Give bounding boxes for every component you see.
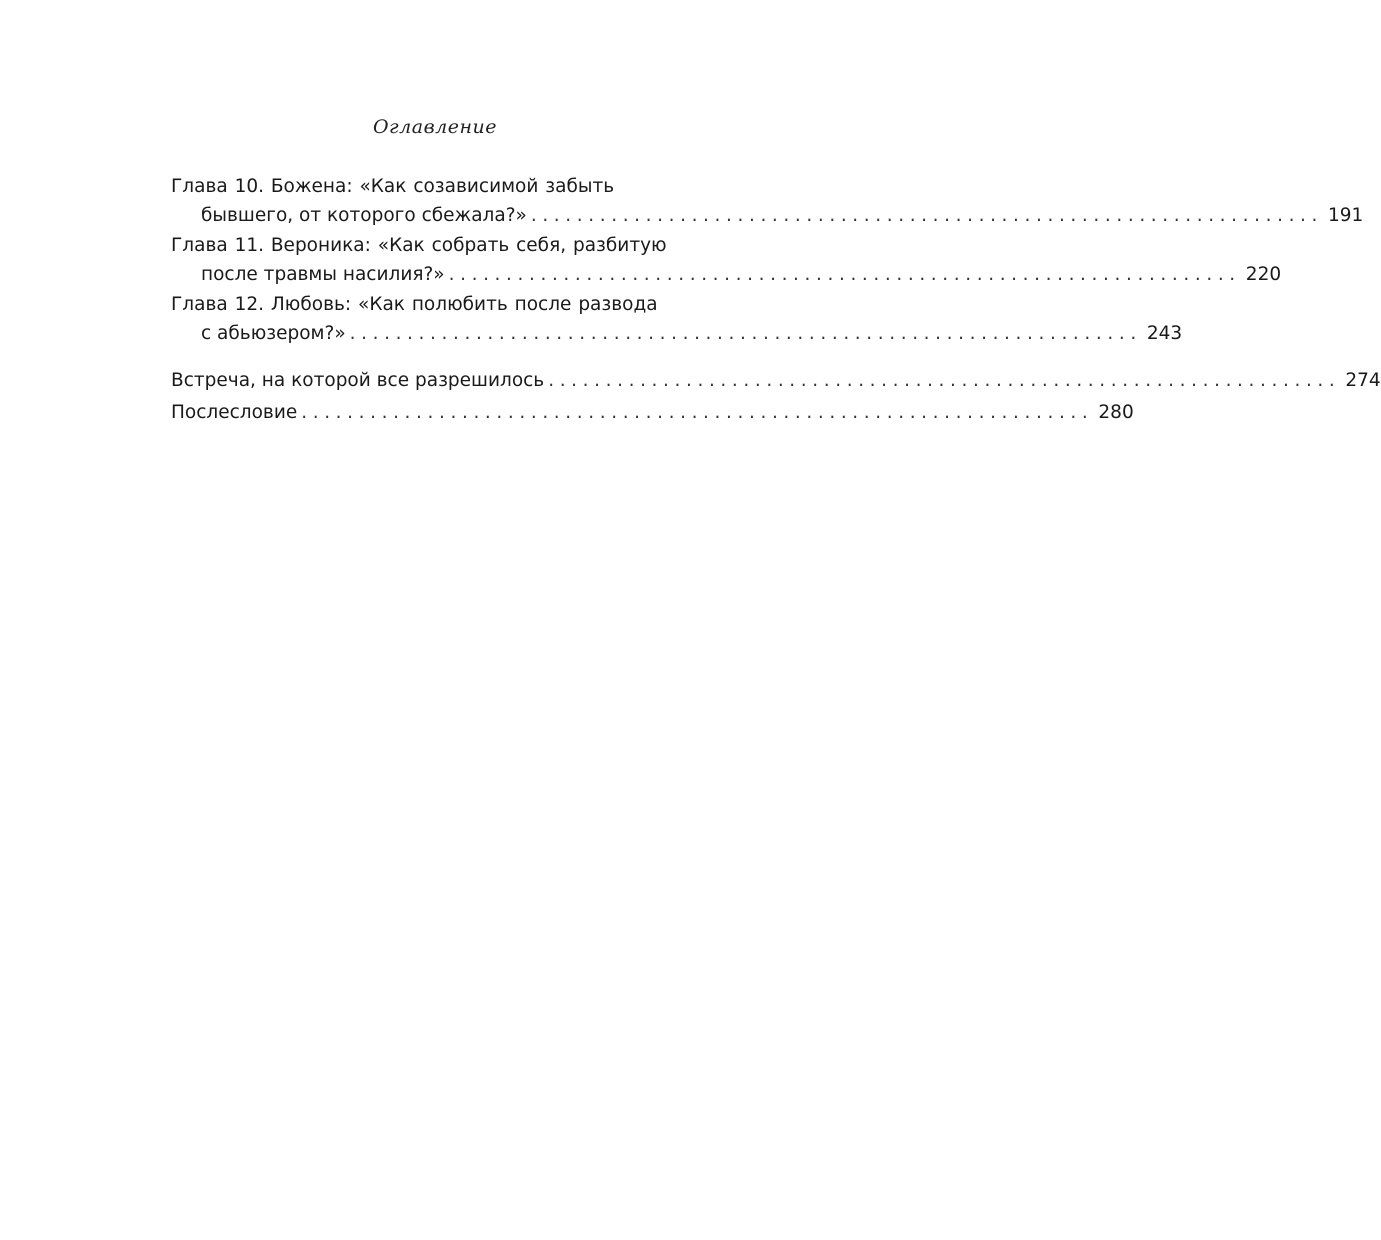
dot-leader: ..................................................................... [530, 205, 1324, 226]
toc-entry-title: Встреча, на которой все разрешилось [171, 370, 545, 391]
toc-entry-leader-line [171, 260, 1282, 289]
toc-entry-title: Глава 12. Любовь: «Как полюбить после развода [171, 294, 658, 315]
toc-entry-title: Глава 11. Вероника: «Как собрать себя, разбитую [171, 235, 667, 256]
toc-entry-title: Послесловие [171, 402, 298, 423]
page-number: 191 [1328, 205, 1364, 226]
toc-entry-subtitle: с абьюзером?» [201, 323, 346, 344]
toc-list [171, 172, 1381, 430]
dot-leader: ..................................................................... [448, 264, 1241, 285]
toc-entry-afterword[interactable] [171, 398, 1134, 427]
toc-entry-chapter-11[interactable] [171, 231, 1282, 289]
dot-leader: ..................................................................... [349, 323, 1142, 344]
toc-entry-leader-line [171, 201, 1364, 230]
toc-entry-title: Глава 10. Божена: «Как созависимой забыть [171, 176, 615, 197]
page-number: 280 [1098, 402, 1134, 423]
toc-entry-chapter-10[interactable] [171, 172, 1364, 230]
dot-leader: ..................................................................... [301, 402, 1094, 423]
page-number: 220 [1245, 264, 1282, 285]
page-number: 243 [1146, 323, 1183, 344]
toc-entry-subtitle: после травмы насилия?» [201, 264, 445, 285]
toc-entry-leader-line [171, 398, 1134, 427]
page-number: 274 [1345, 370, 1381, 391]
toc-entry-meeting[interactable] [171, 366, 1381, 395]
toc-entry-leader-line [171, 366, 1381, 395]
dot-leader: ..................................................................... [548, 370, 1341, 391]
toc-entry-subtitle: бывшего, от которого сбежала?» [201, 205, 527, 226]
toc-title: Оглавление [372, 116, 497, 138]
toc-entry-leader-line [171, 319, 1183, 348]
toc-entry-chapter-12[interactable] [171, 290, 1183, 348]
